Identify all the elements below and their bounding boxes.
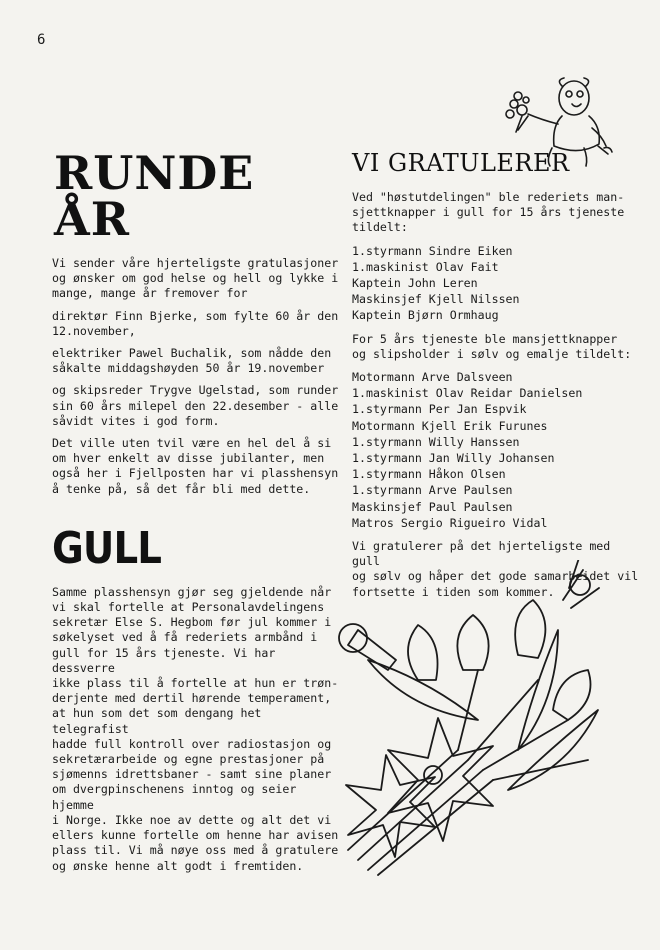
silver-intro-paragraph: For 5 års tjeneste ble mansjettknapper og slipsholder i sølv og emalje tildelt: <box>352 331 632 361</box>
flower-bouquet-icon <box>318 560 618 880</box>
jubilant-paragraph: elektriker Pawel Buchalik, som nådde den såkalte middagshøyden 50 år 19.november <box>52 346 332 376</box>
list-item: 1.styrmann Håkon Olsen <box>352 467 506 482</box>
vi-gratulerer-heading: VI GRATULERER <box>352 149 570 177</box>
list-item: 1.styrmann Sindre Eiken <box>352 243 513 258</box>
list-item: Maskinsjef Kjell Nilssen <box>352 292 520 307</box>
intro-paragraph: Vi sender våre hjerteligste gratulasjoner og ønsker om god helse og hell og lykke i mange, mange år fremover for <box>52 256 339 301</box>
jubilant-paragraph: og skipsreder Trygve Ugelstad, som runder sin 60 års milepel den 22.desember - alle såvidt vites i god form. <box>52 383 339 428</box>
list-item: Kaptein John Leren <box>352 276 478 291</box>
list-item: Maskinsjef Paul Paulsen <box>352 499 513 514</box>
jubilant-paragraph: direktør Finn Bjerke, som fylte 60 år den 12.november, <box>52 308 339 338</box>
gull-paragraph: Samme plasshensyn gjør seg gjeldende når vi skal fortelle at Personalavdelingens sekretær Else S. Hegbom før jul kommer i søkelyset ved å få rederiets armbånd i gull for 15 års tjeneste. Vi har dessverre ikke plass til å fortelle at hun er trøn- derjente med dertil hørende temperament, at hun som det som dengang het telegrafist hadde full kontroll over radiostasjon og sekretærarbeide og egne prestasjoner på sjømenns idrettsbaner - samt sine planer om dvergpinschenens inntog og seier hjemme i Norge. Ikke noe av dette og alt det vi ellers kunne fortelle om henne har avisen plass til. Vi må nøye oss med å gratulere og ønske henne alt godt i fremtiden. <box>52 584 339 873</box>
list-item: 1.styrmann Arve Paulsen <box>352 483 513 498</box>
left-column <box>52 128 344 881</box>
closing-paragraph: Vi gratulerer på det hjerteligste med gull og sølv og håper det gode samarbeidet vil fortsette i tiden som kommer. <box>352 539 639 599</box>
page-number: 6 <box>37 32 46 48</box>
runde-ar-heading: RUNDE ÅR <box>54 146 255 246</box>
list-item: Motormann Arve Dalsveen <box>352 370 513 385</box>
gold-recipients-list <box>352 244 642 324</box>
list-item: Motormann Kjell Erik Furunes <box>352 418 548 433</box>
list-item: Kaptein Bjørn Ormhaug <box>352 308 499 323</box>
closing-paragraph: Det ville uten tvil være en hel del å si om hver enkelt av disse jubilanter, men også her i Fjellposten har vi plasshensyn å tenke på, så det får bli med dette. <box>52 436 339 496</box>
right-column <box>352 128 642 607</box>
list-item: 1.styrmann Jan Willy Johansen <box>352 451 555 466</box>
list-item: 1.maskinist Olav Fait <box>352 259 499 274</box>
list-item: 1.maskinist Olav Reidar Danielsen <box>352 386 583 401</box>
silver-recipients-list <box>352 370 642 531</box>
gull-heading: GULL <box>52 522 162 574</box>
list-item: Matros Sergio Rigueiro Vidal <box>352 515 548 530</box>
gold-intro-paragraph: Ved "høstutdelingen" ble rederiets man- sjettknapper i gull for 15 års tjeneste tildelt: <box>352 190 625 235</box>
list-item: 1.styrmann Per Jan Espvik <box>352 402 527 417</box>
list-item: 1.styrmann Willy Hanssen <box>352 434 520 449</box>
